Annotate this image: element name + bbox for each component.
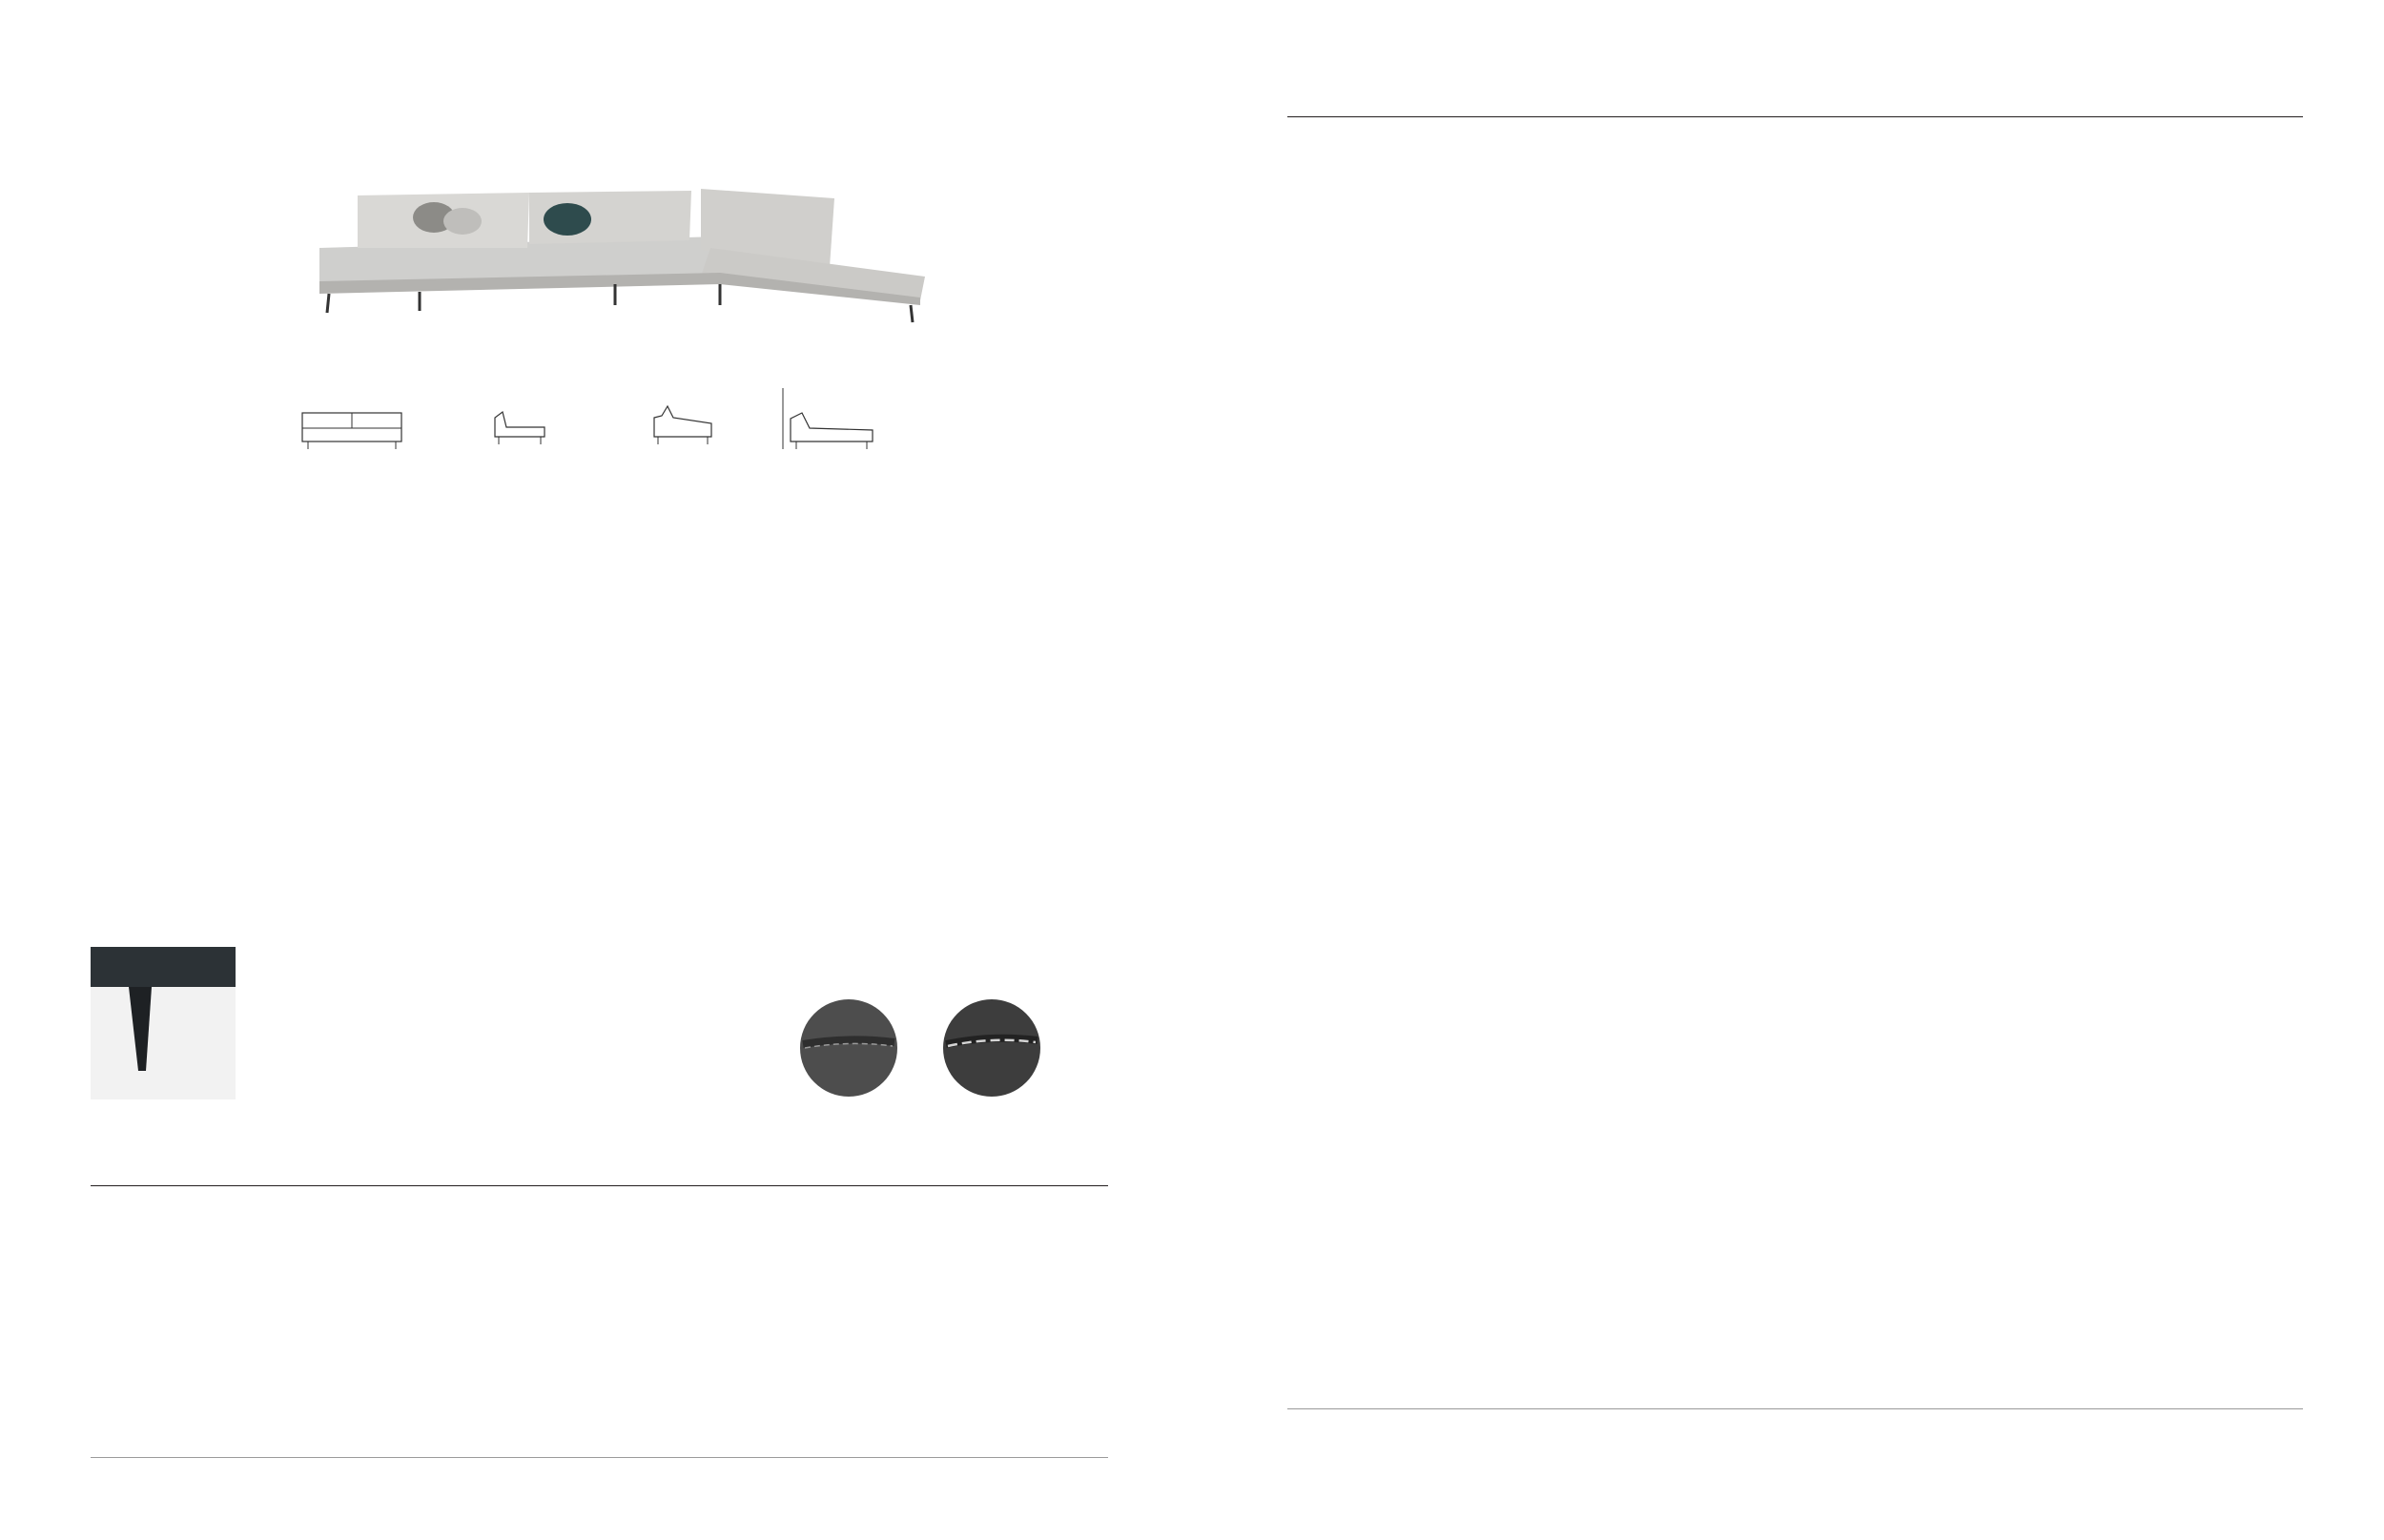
sofa-photo — [300, 181, 930, 324]
versions-rule-left — [91, 1185, 1108, 1186]
metal-leg-photo — [91, 947, 236, 1099]
stitch-sample-cod07 — [942, 998, 1041, 1098]
depth-view-diagram-3 — [777, 386, 882, 453]
features-it — [91, 501, 586, 510]
features-en — [613, 501, 1109, 510]
depth-view-diagram-2 — [648, 399, 715, 446]
bottom-rule-left — [91, 1457, 1108, 1458]
depth-view-diagram-1 — [491, 408, 548, 446]
stitch-sample-cod03 — [799, 998, 898, 1098]
versions-rule-right — [1287, 116, 2303, 117]
front-view-diagram — [300, 405, 405, 453]
compositions-rule — [1287, 1408, 2303, 1409]
